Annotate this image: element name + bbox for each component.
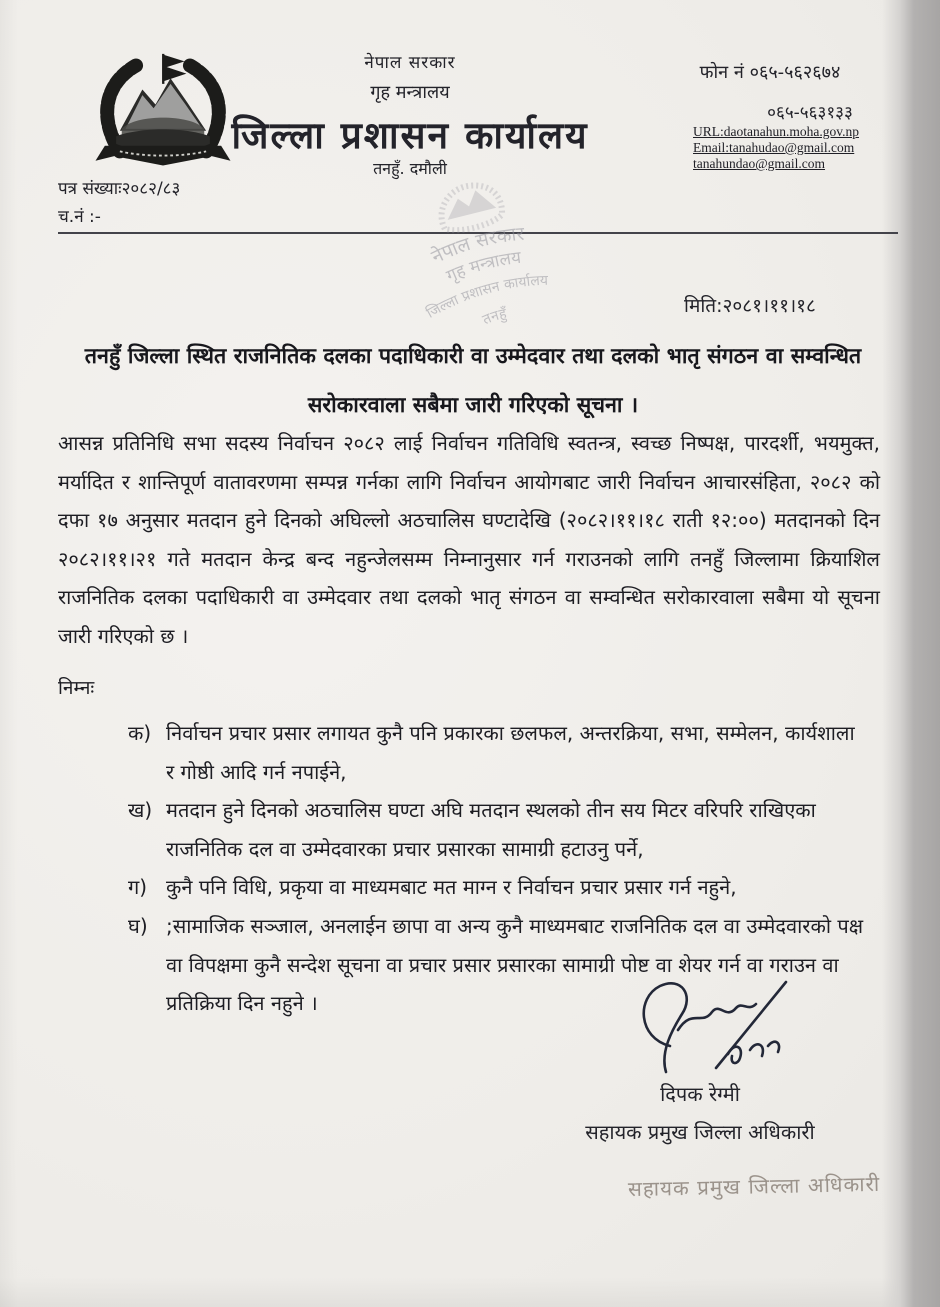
office-ink-stamp [378, 168, 593, 348]
list-item-text: कुनै पनि विधि, प्रकृया वा माध्यमबाट मत माग्न र निर्वाचन प्रचार प्रसार गर्न नहुने, [166, 875, 737, 900]
list-item-kha [128, 791, 868, 868]
stamp-line-2: गृह मन्त्रालय [443, 247, 523, 287]
signatory-title: सहायक प्रमुख जिल्ला अधिकारी [585, 1120, 815, 1144]
office-location: तनहुँ. दमौली [373, 159, 447, 178]
stamp-line-3: जिल्ला प्रशासन कार्यालय [423, 272, 549, 322]
office-url: URL:daotanahun.moha.gov.np [693, 124, 859, 139]
phone-number-2: ०६५-५६३१३३ [767, 103, 853, 123]
designation-ink-stamp: सहायक प्रमुख जिल्ला अधिकारी [627, 1171, 881, 1202]
list-marker: ग) [128, 875, 148, 900]
office-email-1: Email:tanahudao@gmail.com [693, 140, 855, 155]
government-name: नेपाल सरकार [364, 53, 456, 73]
contact-links [693, 124, 923, 172]
list-item-text: मतदान हुने दिनको अठचालिस घण्टा अघि मतदान स्थलको तीन सय मिटर वरिपरि राखिएका राजनितिक दल वा उम्मेदवारका प्रचार प्रसारका सामाग्री हटाउनु पर्ने, [166, 798, 816, 861]
list-item-ka [128, 714, 868, 791]
list-item-ga [128, 868, 868, 907]
ministry-name: गृह मन्त्रालय [370, 82, 450, 103]
phone-number-1: फोन नं ०६५-५६२६७४ [699, 62, 841, 83]
list-marker: क) [128, 721, 152, 745]
list-intro: निम्नः [58, 677, 95, 699]
list-marker: ख) [128, 798, 153, 823]
letter-number: पत्र संख्याः२०८२/८३ [58, 179, 181, 199]
office-email-2: tanahundao@gmail.com [693, 156, 826, 171]
notice-body: आसन्न प्रतिनिधि सभा सदस्य निर्वाचन २०८२ लाई निर्वाचन गतिविधि स्वतन्त्र, स्वच्छ निष्पक्ष, पारदर्शी, भयमुक्त, मर्यादित र शान्तिपूर्ण वातावरणमा सम्पन्न गर्नका लागि निर्वाचन आयोगबाट जारी निर्वाचन आचारसंहिता, २०८२ को दफा १७ अनुसार मतदान हुने दिनको अघिल्लो अठचालिस घण्टादेखि (२०८२।११।१८ राती १२:००) मतदानको दिन २०८२।११।२१ गते मतदान केन्द्र बन्द नहुन्जेलसम्म निम्नानुसार गर्न गराउनको लागि तनहुँ जिल्लामा क्रियाशिल राजनितिक दलका पदाधिकारी वा उम्मेदवार तथा दलको भातृ संगठन वा सम्वन्धित सरोकारवाला सबैमा यो सूचना जारी गरिएको छ । [58, 431, 880, 648]
letter-date: मिति:२०८१।११।१८ [684, 295, 816, 317]
notice-subject: तनहुँ जिल्ला स्थित राजनितिक दलका पदाधिकारी वा उम्मेदवार तथा दलको भातृ संगठन वा सम्वन्धित सरोकारवाला सबैमा जारी गरिएको सूचना । [84, 344, 862, 418]
list-item-text: ;सामाजिक सञ्जाल, अनलाईन छापा वा अन्य कुनै माध्यमबाट राजनितिक दल वा उम्मेदवारको पक्ष वा विपक्षमा कुनै सन्देश सूचना वा प्रचार प्रसार प्रसारका सामाग्री पोष्ट वा शेयर गर्न वा गराउन वा प्रतिक्रिया दिन नहुने । [166, 913, 864, 1016]
svg-text:तनहुँ [480, 304, 510, 329]
handwritten-signature [608, 968, 848, 1083]
stamp-line-4: तनहुँ [480, 305, 508, 329]
dispatch-number: च.नं :- [58, 207, 101, 227]
office-name: जिल्ला प्रशासन कार्यालय [231, 114, 589, 157]
list-item-text: निर्वाचन प्रचार प्रसार लगायत कुनै पनि प्रकारका छलफल, अन्तरक्रिया, सभा, सम्मेलन, कार्यशाला र गोष्ठी आदि गर्न नपाईने, [166, 721, 855, 784]
list-marker: घ) [128, 913, 148, 938]
signatory-name: दिपक रेग्मी [660, 1082, 740, 1106]
stamp-line-1: नेपाल सरकार [428, 222, 526, 269]
